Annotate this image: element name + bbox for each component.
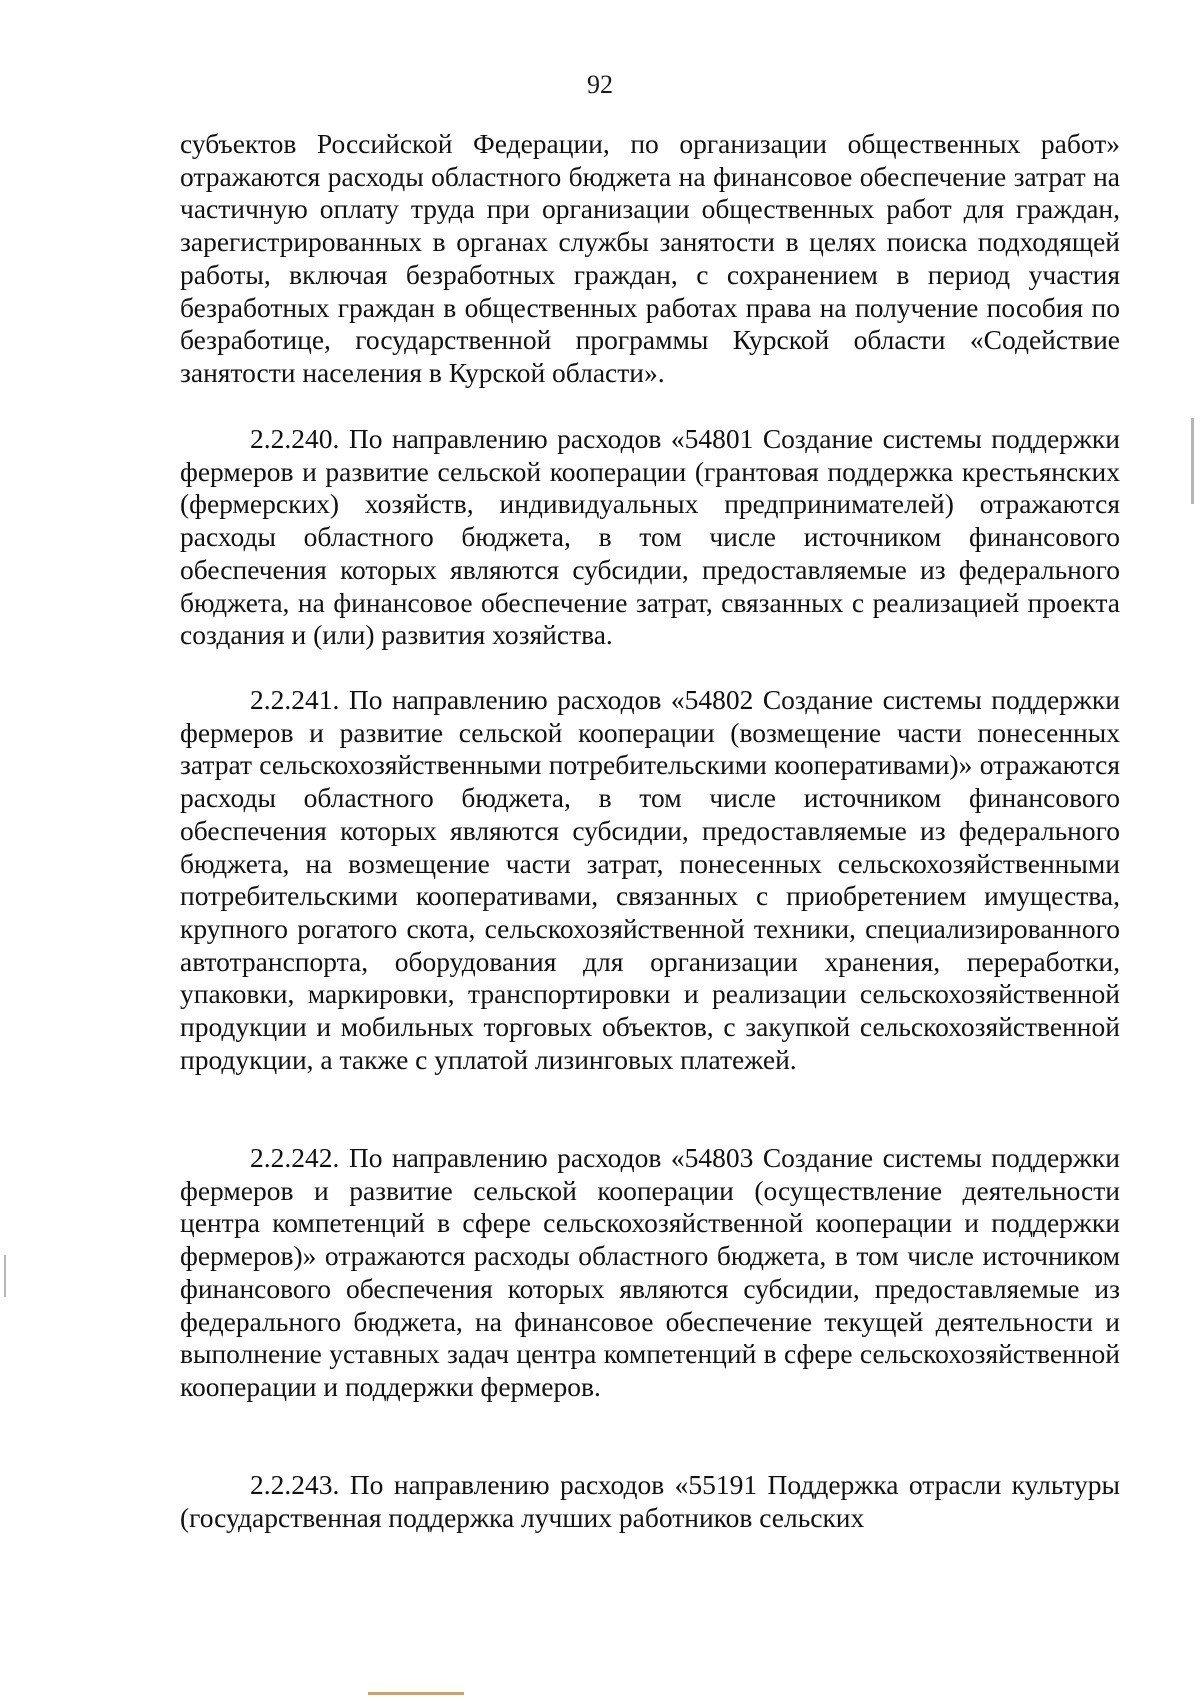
paragraph-2-2-241: 2.2.241. По направлению расходов «54802 Создание системы поддержки фермеров и развитие сельской кооперации (возмещение части понесенных затрат сельскохозяйственными потребительскими кооперативами)» отражаются расходы областного бюджета, в том числе источником финансового обеспечения которых являются субсидии, предоставляемые из федерального бюджета, на возмещение части затрат, понесенных сельскохозяйственными потребительскими кооперативами, связанных с приобретением имущества, крупного рогатого скота, сельскохозяйственной техники, специализированного автотранспорта, оборудования для организации хранения, переработки, упаковки, маркировки, транспортировки и реализации сельскохозяйственной продукции и мобильных торговых объектов, с закупкой сельскохозяйственной продукции, а также с уплатой лизинговых платежей.: [180, 684, 1120, 1075]
paragraph-2-2-243: 2.2.243. По направлению расходов «55191 Поддержка отрасли культуры (государственная поддержка лучших работников сельских: [180, 1469, 1120, 1533]
scan-edge-mark-bottom: [368, 1692, 464, 1695]
paragraph-continuation: субъектов Российской Федерации, по организации общественных работ» отражаются расходы областного бюджета на финансовое обеспечение затрат на частичную оплату труда при организации общественных работ для граждан, зарегистрированных в органах службы занятости в целях поиска подходящей работы, включая безработных граждан, с сохранением в период участия безработных граждан в общественных работах права на получение пособия по безработице, государственной программы Курской области «Содействие занятости населения в Курской области».: [180, 128, 1120, 388]
paragraph-2-2-242: 2.2.242. По направлению расходов «54803 Создание системы поддержки фермеров и развитие сельской кооперации (осуществление деятельности центра компетенций в сфере сельскохозяйственной кооперации и поддержки фермеров)» отражаются расходы областного бюджета, в том числе источником финансового обеспечения которых являются субсидии, предоставляемые из федерального бюджета, на финансовое обеспечение текущей деятельности и выполнение уставных задач центра компетенций в сфере сельскохозяйственной кооперации и поддержки фермеров.: [180, 1142, 1120, 1402]
scan-edge-mark-left: [4, 1255, 6, 1297]
scan-edge-mark-right: [1191, 418, 1194, 504]
paragraph-2-2-240: 2.2.240. По направлению расходов «54801 Создание системы поддержки фермеров и развитие сельской кооперации (грантовая поддержка крестьянских (фермерских) хозяйств, индивидуальных предпринимателей) отражаются расходы областного бюджета, в том числе источником финансового обеспечения которых являются субсидии, предоставляемые из федерального бюджета, на финансовое обеспечение затрат, связанных с реализацией проекта создания и (или) развития хозяйства.: [180, 423, 1120, 651]
page-number: 92: [587, 70, 613, 99]
